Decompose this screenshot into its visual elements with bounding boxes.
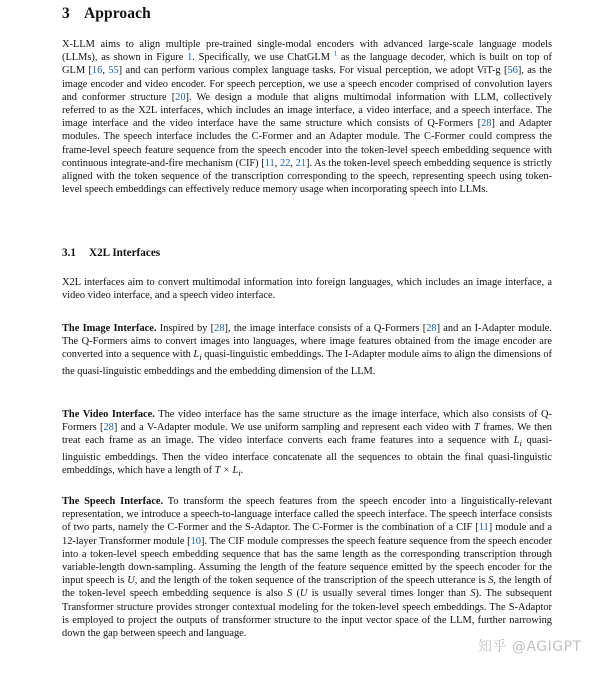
math-symbol: T — [473, 422, 480, 434]
subsection-number: 3.1 — [62, 247, 76, 259]
math-symbol: L — [193, 349, 200, 361]
math-symbol: L — [513, 435, 520, 447]
citation-link[interactable]: 11 — [478, 522, 489, 534]
image-interface-paragraph: The Image Interface. Inspired by [28], the image interface consists of a Q-Formers [28] and an I-Adapter module. The Q-Formers aims to convert images into languages, where image features obtained from the image encoder are converted into a sequence with $L_i$ quasi-linguistic embeddings. The I-Adapter module aims to align the dimensions of the quasi-linguistic embeddings and the embedding dimension of the LLM. — [62, 323, 552, 377]
citation-link[interactable]: 28 — [103, 422, 114, 434]
speech-interface-lead: The Speech Interface. — [62, 496, 164, 507]
citation-link[interactable]: 55 — [108, 65, 119, 77]
section-number: 3 — [62, 5, 70, 22]
x2l-paragraph: X2L interfaces aim to convert multimodal information into foreign languages, which includes an image interface, a video video interface, and a speech video interface. — [62, 277, 552, 302]
citation-link[interactable]: 21 — [295, 157, 307, 169]
math-subscript: i — [519, 438, 522, 449]
math-subscript: i — [238, 467, 241, 478]
citation-link[interactable]: 16 — [91, 65, 103, 77]
math-symbol: S — [488, 575, 494, 587]
watermark-text: 知乎 @AGIGPT — [478, 639, 582, 655]
math-symbol: U — [127, 575, 135, 587]
math-symbol: S — [470, 588, 476, 600]
image-interface-lead: The Image Interface. — [62, 323, 157, 334]
citation-link[interactable]: 20 — [175, 91, 186, 103]
citation-link[interactable]: 10 — [190, 535, 201, 547]
figure-ref-link[interactable]: 1 — [187, 52, 193, 64]
citation-link[interactable]: 28 — [426, 323, 437, 334]
section-heading — [62, 5, 151, 23]
citation-link[interactable]: 22 — [280, 157, 291, 169]
math-symbol: U — [299, 588, 308, 600]
math-symbol: S — [287, 588, 293, 600]
intro-paragraph: X-LLM aims to align multiple pre-trained single-modal encoders with advanced large-scale language models (LLMs), as shown in Figure 1. Specifically, we use ChatGLM $^1$ as the language decoder, which is built on top of GLM [16, 55] and can perform various complex language tasks. For visual perception, we adopt ViT-g [56], as the image encoder and video encoder. For speech perception, we use a speech encoder comprised of convolution layers and conformer structure [20]. We design a module that aligns multimodal information with LLM, collectively referred to as the X2L interfaces, which includes an image interface, a video interface, and a speech interface. The image interface and the video interface have the same structure which consists of Q-Formers [28] and Adapter modules. The speech interface includes the C-Former and an Adapter module. The C-Former could compress the frame-level speech feature sequence from the speech encoder into the token-level speech embedding sequence with continuous integrate-and-fire mechanism (CIF) [11, 22, 21]. As the token-level speech embedding sequence is strictly aligned with the token sequence of the transcription corresponding to the speech, representing speech using token-level speech embeddings can effectively reduce memory usage when incorporating speech into LLMs. — [62, 39, 553, 196]
math-expression: T × L — [214, 464, 239, 476]
citation-link[interactable]: 28 — [214, 323, 225, 334]
subsection-heading — [62, 247, 160, 259]
citation-link[interactable]: 28 — [481, 118, 492, 130]
section-title: Approach — [84, 5, 151, 22]
speech-interface-paragraph: The Speech Interface. To transform the speech features from the speech encoder into a linguistically-relevant representation, we introduce a speech-to-language interface called the speech interface. The speech interface consists of two parts, namely the C-Former and the S-Adaptor. The C-Former is the combination of a CIF [11] module and a 12-layer Transformer module [10]. The CIF module compresses the speech feature sequence from the speech encoder into a token-level speech embedding sequence that has the same length as the corresponding transcription through variable-length down-sampling. Assuming the length of the feature sequence emitted by the speech encoder for the input speech is U, and the length of the token sequence of the transcription of the speech utterance is S, the length of the token-level speech embedding sequence is also S (U is usually several times longer than S). The subsequent Transformer structure provides stronger contextual modeling for the token-level speech embeddings. The S-Adaptor is employed to project the outputs of transformer structure to the input vector space of the LLM, further narrowing down the gap between speech and language. — [62, 496, 553, 640]
subsection-title: X2L Interfaces — [89, 247, 161, 259]
video-interface-paragraph: The Video Interface. The video interface has the same structure as the image interface, which also consists of Q-Formers [28] and a V-Adapter module. We use uniform sampling and represent each video with T frames. We then treat each frame as an image. The video interface converts each frame features into a sequence with $L_i$ quasi-linguistic embeddings. Then the video interface concatenate all the sequences to obtain the final quasi-linguistic embeddings, which have a length of $T \times L_i$. — [62, 409, 553, 478]
footnote-link[interactable]: 1 — [333, 49, 338, 58]
citation-link[interactable]: 56 — [507, 65, 518, 77]
video-interface-lead: The Video Interface. — [62, 409, 155, 420]
math-subscript: i — [199, 352, 202, 363]
citation-link[interactable]: 11 — [264, 157, 275, 169]
